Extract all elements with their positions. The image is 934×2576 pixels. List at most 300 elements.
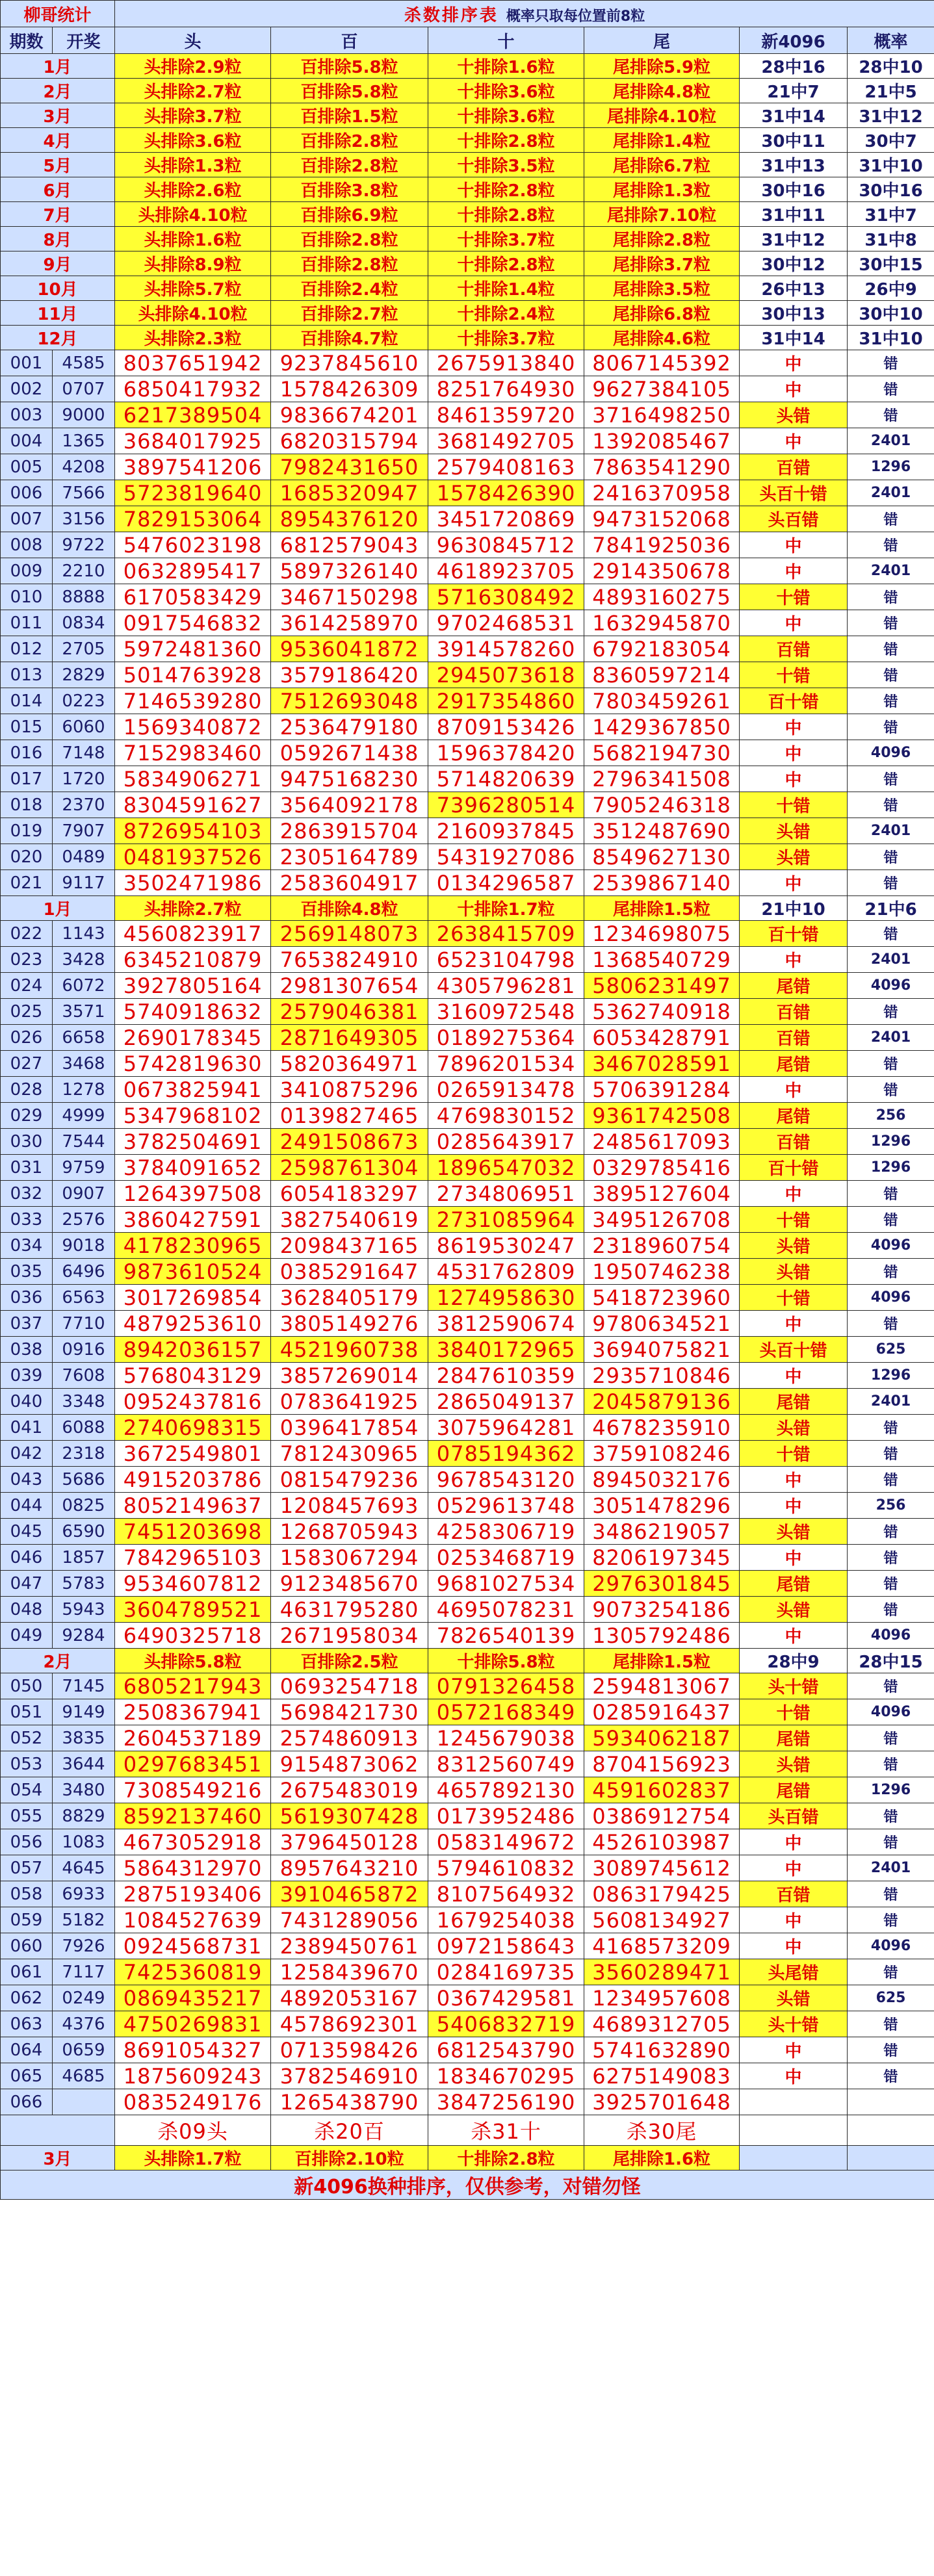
probability-cell: 错 bbox=[848, 870, 934, 896]
footer-note: 新4096换种排序，仅供参考，对错勿怪 bbox=[1, 2170, 934, 2200]
summary-exclusion: 十排除3.5粒 bbox=[428, 153, 584, 177]
hundred-numbers-cell: 3564092178 bbox=[271, 792, 428, 818]
summary-row bbox=[1, 177, 934, 202]
ten-numbers-cell: 0265913478 bbox=[428, 1077, 584, 1103]
table-row bbox=[1, 1493, 934, 1519]
hundred-numbers-cell: 2098437165 bbox=[271, 1233, 428, 1259]
summary-exclusion: 十排除3.6粒 bbox=[428, 79, 584, 103]
ten-numbers-cell: 8251764930 bbox=[428, 376, 584, 402]
probability-cell: 错 bbox=[848, 1181, 934, 1207]
table-row bbox=[1, 947, 934, 973]
tail-numbers-cell: 2796341508 bbox=[584, 766, 740, 792]
summary-blank bbox=[848, 2146, 934, 2170]
result-cell: 中 bbox=[740, 1311, 848, 1337]
total-kill-cell: 杀09头 bbox=[115, 2115, 271, 2146]
table-row bbox=[1, 428, 934, 454]
draw-cell: 0907 bbox=[53, 1181, 115, 1207]
draw-cell: 0707 bbox=[53, 376, 115, 402]
ten-numbers-cell: 7896201534 bbox=[428, 1051, 584, 1077]
tail-numbers-cell: 9073254186 bbox=[584, 1597, 740, 1623]
summary-exclusion: 百排除2.8粒 bbox=[271, 251, 428, 276]
head-numbers-cell: 5864312970 bbox=[115, 1855, 271, 1881]
period-cell: 042 bbox=[1, 1441, 53, 1467]
head-numbers-cell: 5834906271 bbox=[115, 766, 271, 792]
table-row bbox=[1, 1751, 934, 1777]
summary-row bbox=[1, 128, 934, 153]
summary-exclusion: 百排除6.9粒 bbox=[271, 202, 428, 227]
draw-cell: 2370 bbox=[53, 792, 115, 818]
hundred-numbers-cell: 2871649305 bbox=[271, 1025, 428, 1051]
table-row bbox=[1, 1985, 934, 2011]
result-cell: 百十错 bbox=[740, 921, 848, 947]
head-numbers-cell: 4915203786 bbox=[115, 1467, 271, 1493]
result-cell: 头错 bbox=[740, 1597, 848, 1623]
table-row bbox=[1, 921, 934, 947]
period-cell: 059 bbox=[1, 1907, 53, 1933]
tail-numbers-cell: 3467028591 bbox=[584, 1051, 740, 1077]
summary-exclusion: 百排除2.8粒 bbox=[271, 128, 428, 153]
head-numbers-cell: 8037651942 bbox=[115, 350, 271, 376]
result-cell: 中 bbox=[740, 1545, 848, 1571]
draw-cell: 3644 bbox=[53, 1751, 115, 1777]
head-numbers-cell: 4560823917 bbox=[115, 921, 271, 947]
summary-hit-probability: 30中7 bbox=[848, 128, 934, 153]
period-cell: 009 bbox=[1, 558, 53, 584]
tail-numbers-cell: 2485617093 bbox=[584, 1129, 740, 1155]
hundred-numbers-cell: 8957643210 bbox=[271, 1855, 428, 1881]
tail-numbers-cell: 3560289471 bbox=[584, 1959, 740, 1985]
period-cell: 034 bbox=[1, 1233, 53, 1259]
hundred-numbers-cell: 1685320947 bbox=[271, 480, 428, 506]
ten-numbers-cell: 3075964281 bbox=[428, 1415, 584, 1441]
probability-cell: 错 bbox=[848, 1803, 934, 1829]
summary-exclusion: 十排除3.7粒 bbox=[428, 326, 584, 350]
tail-numbers-cell: 3089745612 bbox=[584, 1855, 740, 1881]
draw-cell: 7117 bbox=[53, 1959, 115, 1985]
draw-cell: 6088 bbox=[53, 1415, 115, 1441]
table-row bbox=[1, 558, 934, 584]
header-hundred: 百 bbox=[271, 27, 428, 54]
hundred-numbers-cell: 7512693048 bbox=[271, 688, 428, 714]
ten-numbers-cell: 2734806951 bbox=[428, 1181, 584, 1207]
hundred-numbers-cell: 5897326140 bbox=[271, 558, 428, 584]
probability-cell: 错 bbox=[848, 1907, 934, 1933]
totals-row bbox=[1, 2115, 934, 2146]
tail-numbers-cell: 5741632890 bbox=[584, 2037, 740, 2063]
hundred-numbers-cell: 3614258970 bbox=[271, 610, 428, 636]
result-cell: 中 bbox=[740, 1467, 848, 1493]
draw-cell: 2576 bbox=[53, 1207, 115, 1233]
draw-cell: 7566 bbox=[53, 480, 115, 506]
period-cell: 030 bbox=[1, 1129, 53, 1155]
result-cell: 头百十错 bbox=[740, 1337, 848, 1363]
tail-numbers-cell: 7803459261 bbox=[584, 688, 740, 714]
head-numbers-cell: 6170583429 bbox=[115, 584, 271, 610]
ten-numbers-cell: 3847256190 bbox=[428, 2089, 584, 2115]
table-row bbox=[1, 1571, 934, 1597]
result-cell: 尾错 bbox=[740, 1389, 848, 1415]
head-numbers-cell: 3604789521 bbox=[115, 1597, 271, 1623]
head-numbers-cell: 3897541206 bbox=[115, 454, 271, 480]
hundred-numbers-cell: 2671958034 bbox=[271, 1623, 428, 1649]
hundred-numbers-cell: 2536479180 bbox=[271, 714, 428, 740]
title-sub: 概率只取每位置前8粒 bbox=[506, 8, 645, 25]
table-row bbox=[1, 1597, 934, 1623]
result-cell: 头错 bbox=[740, 1259, 848, 1285]
ten-numbers-cell: 4769830152 bbox=[428, 1103, 584, 1129]
ten-numbers-cell: 2917354860 bbox=[428, 688, 584, 714]
result-cell: 尾错 bbox=[740, 1725, 848, 1751]
head-numbers-cell: 6217389504 bbox=[115, 402, 271, 428]
table-row bbox=[1, 1077, 934, 1103]
period-cell: 054 bbox=[1, 1777, 53, 1803]
table-row bbox=[1, 1389, 934, 1415]
head-numbers-cell: 7146539280 bbox=[115, 688, 271, 714]
summary-hit-probability: 28中10 bbox=[848, 54, 934, 79]
table-row bbox=[1, 1959, 934, 1985]
draw-cell: 0834 bbox=[53, 610, 115, 636]
head-numbers-cell: 0632895417 bbox=[115, 558, 271, 584]
ten-numbers-cell: 1896547032 bbox=[428, 1155, 584, 1181]
table-row bbox=[1, 480, 934, 506]
probability-cell: 625 bbox=[848, 1985, 934, 2011]
result-cell: 中 bbox=[740, 532, 848, 558]
head-numbers-cell: 0297683451 bbox=[115, 1751, 271, 1777]
period-cell: 044 bbox=[1, 1493, 53, 1519]
ten-numbers-cell: 4531762809 bbox=[428, 1259, 584, 1285]
result-cell: 中 bbox=[740, 1933, 848, 1959]
tail-numbers-cell: 2935710846 bbox=[584, 1363, 740, 1389]
summary-hit-probability: 30中15 bbox=[848, 251, 934, 276]
probability-cell: 错 bbox=[848, 1725, 934, 1751]
tail-numbers-cell: 3512487690 bbox=[584, 818, 740, 844]
draw-cell: 8888 bbox=[53, 584, 115, 610]
summary-row bbox=[1, 251, 934, 276]
tail-numbers-cell: 5682194730 bbox=[584, 740, 740, 766]
result-cell: 头错 bbox=[740, 844, 848, 870]
draw-cell: 4685 bbox=[53, 2063, 115, 2089]
summary-exclusion: 十排除3.6粒 bbox=[428, 103, 584, 128]
summary-exclusion: 头排除4.10粒 bbox=[115, 301, 271, 326]
hundred-numbers-cell: 0713598426 bbox=[271, 2037, 428, 2063]
tail-numbers-cell: 1368540729 bbox=[584, 947, 740, 973]
tail-numbers-cell: 8549627130 bbox=[584, 844, 740, 870]
ten-numbers-cell: 3812590674 bbox=[428, 1311, 584, 1337]
probability-cell: 2401 bbox=[848, 1389, 934, 1415]
summary-row bbox=[1, 103, 934, 128]
hundred-numbers-cell: 3805149276 bbox=[271, 1311, 428, 1337]
ten-numbers-cell: 5794610832 bbox=[428, 1855, 584, 1881]
hundred-numbers-cell: 2598761304 bbox=[271, 1155, 428, 1181]
result-cell: 十错 bbox=[740, 792, 848, 818]
result-cell: 中 bbox=[740, 350, 848, 376]
header-tail: 尾 bbox=[584, 27, 740, 54]
head-numbers-cell: 1264397508 bbox=[115, 1181, 271, 1207]
summary-month: 1月 bbox=[1, 54, 115, 79]
probability-cell: 错 bbox=[848, 999, 934, 1025]
period-cell: 015 bbox=[1, 714, 53, 740]
draw-cell: 8829 bbox=[53, 1803, 115, 1829]
hundred-numbers-cell: 1258439670 bbox=[271, 1959, 428, 1985]
summary-month: 2月 bbox=[1, 79, 115, 103]
table-row bbox=[1, 973, 934, 999]
hundred-numbers-cell: 9154873062 bbox=[271, 1751, 428, 1777]
probability-cell: 错 bbox=[848, 921, 934, 947]
summary-exclusion: 头排除3.6粒 bbox=[115, 128, 271, 153]
probability-cell: 错 bbox=[848, 1571, 934, 1597]
ten-numbers-cell: 0785194362 bbox=[428, 1441, 584, 1467]
draw-cell: 6496 bbox=[53, 1259, 115, 1285]
table-row bbox=[1, 1259, 934, 1285]
tail-numbers-cell: 1234957608 bbox=[584, 1985, 740, 2011]
summary-exclusion: 头排除2.3粒 bbox=[115, 326, 271, 350]
head-numbers-cell: 4750269831 bbox=[115, 2011, 271, 2037]
head-numbers-cell: 0673825941 bbox=[115, 1077, 271, 1103]
period-cell: 019 bbox=[1, 818, 53, 844]
result-cell: 中 bbox=[740, 428, 848, 454]
table-row bbox=[1, 662, 934, 688]
summary-month: 2月 bbox=[1, 1649, 115, 1673]
totals-blank bbox=[740, 2115, 848, 2146]
hundred-numbers-cell: 2863915704 bbox=[271, 818, 428, 844]
result-cell: 头错 bbox=[740, 1233, 848, 1259]
probability-cell: 错 bbox=[848, 402, 934, 428]
summary-exclusion: 百排除5.8粒 bbox=[271, 54, 428, 79]
summary-row bbox=[1, 202, 934, 227]
summary-row bbox=[1, 326, 934, 350]
probability-cell: 2401 bbox=[848, 1855, 934, 1881]
head-numbers-cell: 6345210879 bbox=[115, 947, 271, 973]
table-row bbox=[1, 1285, 934, 1311]
result-cell: 尾错 bbox=[740, 1051, 848, 1077]
head-numbers-cell: 0835249176 bbox=[115, 2089, 271, 2115]
summary-row bbox=[1, 301, 934, 326]
probability-cell: 错 bbox=[848, 1207, 934, 1233]
period-cell: 024 bbox=[1, 973, 53, 999]
draw-cell: 6060 bbox=[53, 714, 115, 740]
probability-cell: 4096 bbox=[848, 1933, 934, 1959]
table-row bbox=[1, 1415, 934, 1441]
period-cell: 003 bbox=[1, 402, 53, 428]
head-numbers-cell: 7451203698 bbox=[115, 1519, 271, 1545]
result-cell: 百错 bbox=[740, 1129, 848, 1155]
head-numbers-cell: 9534607812 bbox=[115, 1571, 271, 1597]
draw-cell bbox=[53, 2089, 115, 2115]
ten-numbers-cell: 1578426390 bbox=[428, 480, 584, 506]
head-numbers-cell: 7308549216 bbox=[115, 1777, 271, 1803]
table-row bbox=[1, 1545, 934, 1571]
result-cell: 中 bbox=[740, 2063, 848, 2089]
period-cell: 038 bbox=[1, 1337, 53, 1363]
hundred-numbers-cell: 6820315794 bbox=[271, 428, 428, 454]
head-numbers-cell: 3927805164 bbox=[115, 973, 271, 999]
summary-hit-new4096: 30中11 bbox=[740, 128, 848, 153]
summary-exclusion: 百排除1.5粒 bbox=[271, 103, 428, 128]
result-cell: 百十错 bbox=[740, 1155, 848, 1181]
tail-numbers-cell: 6792183054 bbox=[584, 636, 740, 662]
head-numbers-cell: 5972481360 bbox=[115, 636, 271, 662]
summary-exclusion: 头排除5.7粒 bbox=[115, 276, 271, 301]
summary-exclusion: 尾排除1.5粒 bbox=[584, 1649, 740, 1673]
result-cell: 中 bbox=[740, 2037, 848, 2063]
title-main-text: 杀数排序表 bbox=[404, 5, 499, 25]
head-numbers-cell: 8942036157 bbox=[115, 1337, 271, 1363]
head-numbers-cell: 7829153064 bbox=[115, 506, 271, 532]
tail-numbers-cell: 2594813067 bbox=[584, 1673, 740, 1699]
result-cell: 百错 bbox=[740, 1025, 848, 1051]
total-kill-cell: 杀20百 bbox=[271, 2115, 428, 2146]
table-row bbox=[1, 1233, 934, 1259]
hundred-numbers-cell: 1583067294 bbox=[271, 1545, 428, 1571]
draw-cell: 9018 bbox=[53, 1233, 115, 1259]
head-numbers-cell: 5476023198 bbox=[115, 532, 271, 558]
result-cell: 中 bbox=[740, 740, 848, 766]
ten-numbers-cell: 5431927086 bbox=[428, 844, 584, 870]
probability-cell: 错 bbox=[848, 2063, 934, 2089]
tail-numbers-cell: 7863541290 bbox=[584, 454, 740, 480]
probability-cell: 错 bbox=[848, 844, 934, 870]
table-row bbox=[1, 636, 934, 662]
hundred-numbers-cell: 1265438790 bbox=[271, 2089, 428, 2115]
probability-cell: 错 bbox=[848, 636, 934, 662]
period-cell: 004 bbox=[1, 428, 53, 454]
ten-numbers-cell: 0529613748 bbox=[428, 1493, 584, 1519]
table-row bbox=[1, 1103, 934, 1129]
draw-cell: 3428 bbox=[53, 947, 115, 973]
tail-numbers-cell: 5418723960 bbox=[584, 1285, 740, 1311]
draw-cell: 1857 bbox=[53, 1545, 115, 1571]
probability-cell: 错 bbox=[848, 1259, 934, 1285]
draw-cell: 2829 bbox=[53, 662, 115, 688]
ten-numbers-cell: 3840172965 bbox=[428, 1337, 584, 1363]
period-cell: 063 bbox=[1, 2011, 53, 2037]
table-row bbox=[1, 2011, 934, 2037]
summary-exclusion: 头排除1.7粒 bbox=[115, 2146, 271, 2170]
summary-exclusion: 十排除1.6粒 bbox=[428, 54, 584, 79]
ten-numbers-cell: 2865049137 bbox=[428, 1389, 584, 1415]
table-row bbox=[1, 844, 934, 870]
period-cell: 048 bbox=[1, 1597, 53, 1623]
result-cell: 中 bbox=[740, 1363, 848, 1389]
probability-cell: 错 bbox=[848, 532, 934, 558]
probability-cell: 256 bbox=[848, 1493, 934, 1519]
draw-cell: 9759 bbox=[53, 1155, 115, 1181]
draw-cell: 4585 bbox=[53, 350, 115, 376]
hundred-numbers-cell: 9536041872 bbox=[271, 636, 428, 662]
tail-numbers-cell: 1429367850 bbox=[584, 714, 740, 740]
probability-cell: 4096 bbox=[848, 1623, 934, 1649]
result-cell: 十错 bbox=[740, 1699, 848, 1725]
probability-cell: 2401 bbox=[848, 480, 934, 506]
probability-cell: 错 bbox=[848, 506, 934, 532]
ten-numbers-cell: 4305796281 bbox=[428, 973, 584, 999]
tail-numbers-cell: 1305792486 bbox=[584, 1623, 740, 1649]
tail-numbers-cell: 3495126708 bbox=[584, 1207, 740, 1233]
hundred-numbers-cell: 0592671438 bbox=[271, 740, 428, 766]
hundred-numbers-cell: 4631795280 bbox=[271, 1597, 428, 1623]
hundred-numbers-cell: 9237845610 bbox=[271, 350, 428, 376]
draw-cell: 4208 bbox=[53, 454, 115, 480]
tail-numbers-cell: 1950746238 bbox=[584, 1259, 740, 1285]
summary-exclusion: 十排除2.8粒 bbox=[428, 2146, 584, 2170]
head-numbers-cell: 2875193406 bbox=[115, 1881, 271, 1907]
draw-cell: 7608 bbox=[53, 1363, 115, 1389]
summary-hit-probability: 30中16 bbox=[848, 177, 934, 202]
period-cell: 045 bbox=[1, 1519, 53, 1545]
result-cell bbox=[740, 2089, 848, 2115]
summary-hit-new4096: 31中14 bbox=[740, 326, 848, 350]
result-cell: 中 bbox=[740, 1493, 848, 1519]
hundred-numbers-cell: 0385291647 bbox=[271, 1259, 428, 1285]
table-row bbox=[1, 792, 934, 818]
table-row bbox=[1, 688, 934, 714]
period-cell: 027 bbox=[1, 1051, 53, 1077]
table-row bbox=[1, 610, 934, 636]
summary-month: 11月 bbox=[1, 301, 115, 326]
draw-cell: 1143 bbox=[53, 921, 115, 947]
summary-month: 5月 bbox=[1, 153, 115, 177]
hundred-numbers-cell: 7982431650 bbox=[271, 454, 428, 480]
result-cell: 中 bbox=[740, 1907, 848, 1933]
probability-cell: 错 bbox=[848, 350, 934, 376]
ten-numbers-cell: 4657892130 bbox=[428, 1777, 584, 1803]
hundred-numbers-cell: 5698421730 bbox=[271, 1699, 428, 1725]
ten-numbers-cell: 0583149672 bbox=[428, 1829, 584, 1855]
head-numbers-cell: 0917546832 bbox=[115, 610, 271, 636]
hundred-numbers-cell: 2491508673 bbox=[271, 1129, 428, 1155]
period-cell: 022 bbox=[1, 921, 53, 947]
summary-exclusion: 头排除2.9粒 bbox=[115, 54, 271, 79]
tail-numbers-cell: 9361742508 bbox=[584, 1103, 740, 1129]
summary-exclusion: 十排除2.8粒 bbox=[428, 251, 584, 276]
tail-numbers-cell: 2318960754 bbox=[584, 1233, 740, 1259]
summary-exclusion: 百排除2.10粒 bbox=[271, 2146, 428, 2170]
ten-numbers-cell: 9702468531 bbox=[428, 610, 584, 636]
table-row bbox=[1, 1207, 934, 1233]
probability-cell: 错 bbox=[848, 1467, 934, 1493]
ten-numbers-cell: 2731085964 bbox=[428, 1207, 584, 1233]
period-cell: 050 bbox=[1, 1673, 53, 1699]
ten-numbers-cell: 8709153426 bbox=[428, 714, 584, 740]
head-numbers-cell: 9873610524 bbox=[115, 1259, 271, 1285]
table-row bbox=[1, 532, 934, 558]
summary-row bbox=[1, 79, 934, 103]
probability-cell: 错 bbox=[848, 1673, 934, 1699]
tail-numbers-cell: 2539867140 bbox=[584, 870, 740, 896]
tail-numbers-cell: 3925701648 bbox=[584, 2089, 740, 2115]
tail-numbers-cell: 8206197345 bbox=[584, 1545, 740, 1571]
probability-cell: 错 bbox=[848, 1077, 934, 1103]
period-cell: 049 bbox=[1, 1623, 53, 1649]
tail-numbers-cell: 9780634521 bbox=[584, 1311, 740, 1337]
summary-hit-probability: 31中8 bbox=[848, 227, 934, 251]
probability-cell: 错 bbox=[848, 1311, 934, 1337]
period-cell: 012 bbox=[1, 636, 53, 662]
draw-cell: 2705 bbox=[53, 636, 115, 662]
period-cell: 047 bbox=[1, 1571, 53, 1597]
result-cell: 尾错 bbox=[740, 1103, 848, 1129]
summary-exclusion: 百排除2.4粒 bbox=[271, 276, 428, 301]
period-cell: 001 bbox=[1, 350, 53, 376]
period-cell: 066 bbox=[1, 2089, 53, 2115]
period-cell: 043 bbox=[1, 1467, 53, 1493]
head-numbers-cell: 3782504691 bbox=[115, 1129, 271, 1155]
result-cell: 十错 bbox=[740, 1441, 848, 1467]
head-numbers-cell: 5723819640 bbox=[115, 480, 271, 506]
table-row bbox=[1, 1025, 934, 1051]
result-cell: 中 bbox=[740, 1829, 848, 1855]
period-cell: 057 bbox=[1, 1855, 53, 1881]
